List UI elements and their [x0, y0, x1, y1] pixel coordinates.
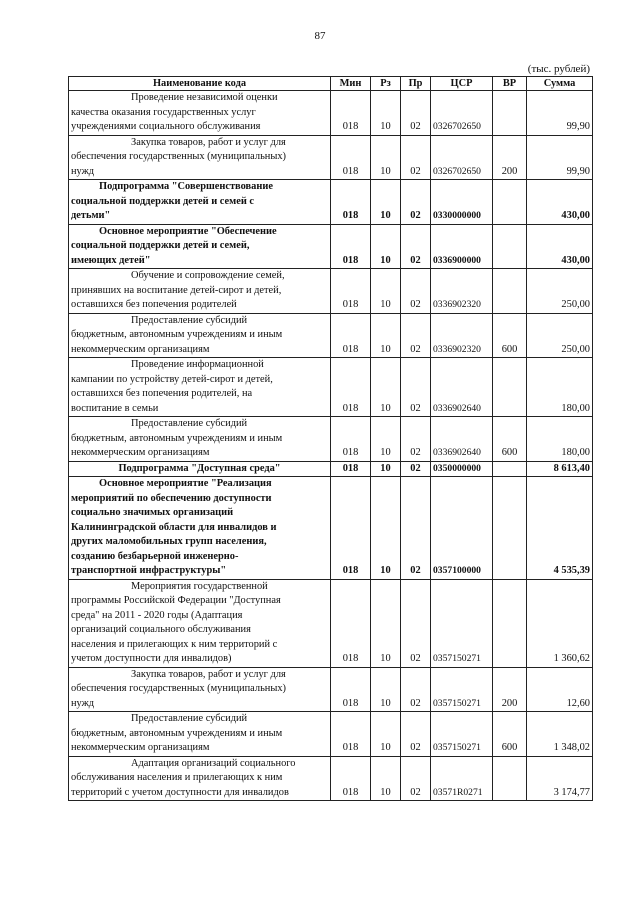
name-line: других маломобильных групп населения,	[71, 536, 267, 547]
cell-sum: 99,90	[527, 135, 593, 180]
cell-vr	[493, 579, 527, 667]
cell-sum: 99,90	[527, 91, 593, 136]
cell-sum: 430,00	[527, 180, 593, 225]
cell-rz: 10	[371, 667, 401, 712]
header-pr: Пр	[401, 77, 431, 91]
cell-csr: 03571R0271	[431, 756, 493, 801]
cell-pr: 02	[401, 91, 431, 136]
cell-sum: 1 348,02	[527, 712, 593, 757]
name-line: обеспечения государственных (муниципальных)	[71, 683, 287, 694]
cell-vr: 200	[493, 135, 527, 180]
cell-rz: 10	[371, 461, 401, 477]
cell-csr: 0336902320	[431, 269, 493, 314]
cell-name	[69, 667, 331, 712]
cell-vr: 600	[493, 417, 527, 462]
table-row	[69, 135, 593, 180]
cell-min: 018	[331, 667, 371, 712]
table-row	[69, 756, 593, 801]
cell-min: 018	[331, 756, 371, 801]
header-min: Мин	[331, 77, 371, 91]
table-row	[69, 180, 593, 225]
name-line: социально значимых организаций	[71, 507, 234, 518]
cell-rz: 10	[371, 358, 401, 417]
cell-csr: 0357150271	[431, 667, 493, 712]
name-line: транспортной инфраструктуры"	[71, 565, 227, 576]
cell-pr: 02	[401, 756, 431, 801]
table-row	[69, 579, 593, 667]
table-row	[69, 477, 593, 580]
cell-name	[69, 712, 331, 757]
cell-sum: 3 174,77	[527, 756, 593, 801]
table-header-row	[69, 77, 593, 91]
cell-name	[69, 756, 331, 801]
name-line: социальной поддержки детей и семей с	[71, 195, 255, 207]
cell-sum: 4 535,39	[527, 477, 593, 580]
cell-csr: 0350000000	[431, 461, 493, 477]
cell-name	[69, 180, 331, 225]
cell-csr: 0330000000	[431, 180, 493, 225]
cell-rz: 10	[371, 224, 401, 269]
name-line: Предоставление субсидий	[131, 314, 248, 326]
name-line: населения и прилегающих к ним территорий с	[71, 638, 278, 650]
cell-min: 018	[331, 91, 371, 136]
cell-min: 018	[331, 269, 371, 314]
cell-pr: 02	[401, 667, 431, 712]
cell-min: 018	[331, 417, 371, 462]
name-line: оставшихся без попечения родителей, на	[71, 388, 253, 399]
cell-csr: 0357150271	[431, 579, 493, 667]
cell-name	[69, 579, 331, 667]
header-sum: Сумма	[527, 77, 593, 91]
cell-csr: 0357150271	[431, 712, 493, 757]
cell-name	[69, 461, 331, 477]
name-line: Мероприятия государственной	[131, 580, 268, 592]
name-line: Закупка товаров, работ и услуг для	[131, 136, 286, 148]
name-line: бюджетным, автономным учреждениям и иным	[71, 727, 283, 739]
cell-min: 018	[331, 313, 371, 358]
header-vr: ВР	[493, 77, 527, 91]
name-line: Основное мероприятие "Реализация	[99, 478, 272, 489]
cell-pr: 02	[401, 579, 431, 667]
cell-min: 018	[331, 477, 371, 580]
cell-sum: 1 360,62	[527, 579, 593, 667]
name-line: Закупка товаров, работ и услуг для	[131, 668, 286, 680]
cell-pr: 02	[401, 224, 431, 269]
cell-name	[69, 135, 331, 180]
name-line: некоммерческим организациям	[71, 447, 210, 458]
cell-name	[69, 417, 331, 462]
cell-vr	[493, 224, 527, 269]
cell-sum: 12,60	[527, 667, 593, 712]
table-row	[69, 91, 593, 136]
cell-min: 018	[331, 180, 371, 225]
cell-name	[69, 358, 331, 417]
name-line: социальной поддержки детей и семей,	[71, 240, 250, 251]
cell-rz: 10	[371, 712, 401, 757]
cell-csr: 0336900000	[431, 224, 493, 269]
cell-min: 018	[331, 712, 371, 757]
name-line: некоммерческим организациям	[71, 343, 210, 355]
header-name: Наименование кода	[69, 77, 331, 91]
table-row	[69, 358, 593, 417]
cell-vr	[493, 756, 527, 801]
cell-pr: 02	[401, 180, 431, 225]
name-line: Подпрограмма "Доступная среда"	[118, 462, 281, 474]
name-line: имеющих детей"	[71, 254, 151, 266]
cell-csr: 0326702650	[431, 91, 493, 136]
name-line: обслуживания населения и прилегающих к ним	[71, 772, 283, 783]
cell-pr: 02	[401, 269, 431, 314]
name-line: обеспечения государственных (муниципальных)	[71, 151, 287, 162]
cell-sum: 8 613,40	[527, 461, 593, 477]
name-line: бюджетным, автономным учреждениям и иным	[71, 432, 283, 444]
cell-rz: 10	[371, 417, 401, 462]
cell-rz: 10	[371, 180, 401, 225]
cell-sum: 250,00	[527, 269, 593, 314]
cell-rz: 10	[371, 313, 401, 358]
cell-sum: 180,00	[527, 358, 593, 417]
name-line: учреждениями социального обслуживания	[71, 121, 261, 132]
name-line: бюджетным, автономным учреждениям и иным	[71, 329, 283, 340]
cell-min: 018	[331, 579, 371, 667]
name-line: нужд	[71, 697, 95, 709]
cell-vr: 200	[493, 667, 527, 712]
name-line: некоммерческим организациям	[71, 742, 210, 753]
name-line: воспитание в семьи	[71, 402, 159, 414]
cell-pr: 02	[401, 135, 431, 180]
table-row	[69, 269, 593, 314]
cell-rz: 10	[371, 135, 401, 180]
name-line: Проведение независимой оценки	[131, 92, 278, 103]
cell-sum: 250,00	[527, 313, 593, 358]
cell-min: 018	[331, 224, 371, 269]
cell-sum: 180,00	[527, 417, 593, 462]
name-line: созданию безбарьерной инженерно-	[71, 550, 239, 562]
table-row	[69, 417, 593, 462]
name-line: Предоставление субсидий	[131, 713, 248, 724]
cell-vr	[493, 91, 527, 136]
cell-csr: 0336902320	[431, 313, 493, 358]
cell-vr: 600	[493, 313, 527, 358]
cell-name	[69, 477, 331, 580]
cell-csr: 0336902640	[431, 417, 493, 462]
name-line: среда" на 2011 - 2020 годы (Адаптация	[71, 609, 243, 621]
name-line: принявших на воспитание детей-сирот и детей,	[71, 284, 282, 296]
name-line: кампании по устройству детей-сирот и детей,	[71, 373, 273, 385]
name-line: оставшихся без попечения родителей	[71, 299, 237, 310]
cell-csr: 0357100000	[431, 477, 493, 580]
cell-min: 018	[331, 461, 371, 477]
units-label: (тыс. рублей)	[527, 63, 590, 75]
name-line: Калининградской области для инвалидов и	[71, 521, 277, 533]
table-row	[69, 313, 593, 358]
budget-table	[68, 76, 593, 801]
name-line: Подпрограмма "Совершенствование	[99, 181, 273, 192]
cell-name	[69, 269, 331, 314]
cell-pr: 02	[401, 712, 431, 757]
cell-vr	[493, 269, 527, 314]
name-line: учетом доступности для инвалидов)	[71, 653, 232, 664]
cell-rz: 10	[371, 579, 401, 667]
cell-min: 018	[331, 358, 371, 417]
name-line: Адаптация организаций социального	[131, 757, 296, 769]
cell-min: 018	[331, 135, 371, 180]
name-line: Основное мероприятие "Обеспечение	[99, 225, 277, 237]
header-csr: ЦСР	[431, 77, 493, 91]
cell-rz: 10	[371, 269, 401, 314]
table-row	[69, 667, 593, 712]
cell-csr: 0326702650	[431, 135, 493, 180]
cell-rz: 10	[371, 477, 401, 580]
cell-pr: 02	[401, 477, 431, 580]
cell-name	[69, 91, 331, 136]
name-line: нужд	[71, 165, 95, 177]
name-line: Обучение и сопровождение семей,	[131, 270, 285, 281]
cell-sum: 430,00	[527, 224, 593, 269]
name-line: программы Российской Федерации "Доступная	[71, 595, 281, 606]
page-number: 87	[314, 30, 326, 42]
name-line: территорий с учетом доступности для инвалидов	[71, 786, 289, 798]
cell-vr	[493, 180, 527, 225]
cell-pr: 02	[401, 313, 431, 358]
table-row	[69, 712, 593, 757]
cell-rz: 10	[371, 91, 401, 136]
cell-vr: 600	[493, 712, 527, 757]
cell-pr: 02	[401, 417, 431, 462]
cell-name	[69, 224, 331, 269]
name-line: Предоставление субсидий	[131, 418, 248, 429]
cell-rz: 10	[371, 756, 401, 801]
table-row	[69, 461, 593, 477]
cell-name	[69, 313, 331, 358]
cell-vr	[493, 461, 527, 477]
name-line: детьми"	[71, 210, 111, 221]
name-line: Проведение информационной	[131, 359, 264, 370]
table-row	[69, 224, 593, 269]
name-line: организаций социального обслуживания	[71, 624, 251, 635]
cell-pr: 02	[401, 358, 431, 417]
cell-csr: 0336902640	[431, 358, 493, 417]
header-rz: Рз	[371, 77, 401, 91]
name-line: мероприятий по обеспечению доступности	[71, 492, 272, 504]
cell-vr	[493, 358, 527, 417]
cell-vr	[493, 477, 527, 580]
name-line: качества оказания государственных услуг	[71, 106, 256, 118]
cell-pr: 02	[401, 461, 431, 477]
